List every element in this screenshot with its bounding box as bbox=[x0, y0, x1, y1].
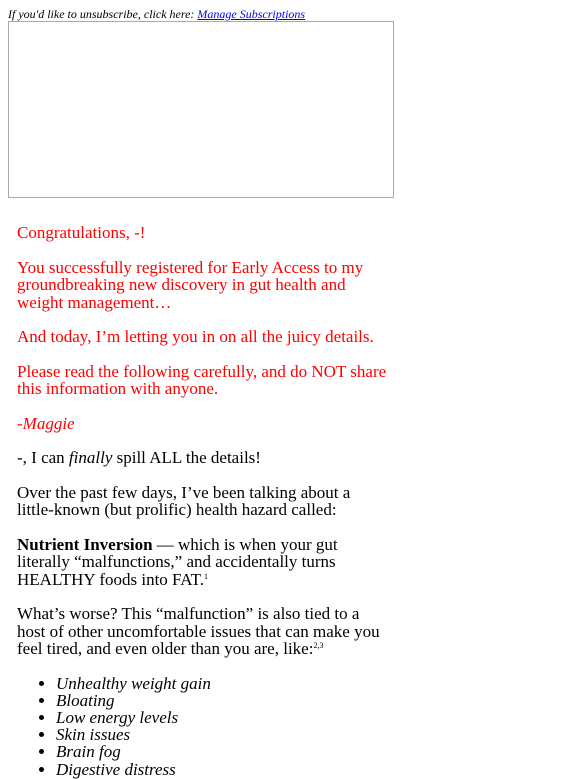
unsubscribe-bar bbox=[8, 7, 305, 21]
list-item: • Unhealthy weight gain bbox=[56, 675, 389, 692]
intro-emphasis: finally bbox=[68, 448, 113, 467]
today-message: And today, I’m letting you in on all the juicy details. bbox=[17, 327, 374, 346]
term-footnote-ref: 1 bbox=[204, 571, 208, 581]
past-days-paragraph: Over the past few days, I’ve been talking about a little-known (but prolific) health hazard called: bbox=[17, 482, 351, 519]
signature-name: Maggie bbox=[22, 413, 75, 433]
list-item: • Skin issues bbox=[56, 726, 389, 743]
worse-text: What’s worse? This “malfunction” is also tied to a host of other uncomfortable issues that can make you feel tired, and even older than you are, like: bbox=[17, 604, 380, 658]
symptom-list bbox=[17, 675, 389, 778]
intro-before: -, I can bbox=[17, 448, 69, 467]
list-item: • Digestive distress bbox=[56, 761, 389, 778]
list-item: • Low energy levels bbox=[56, 709, 389, 726]
email-body bbox=[17, 224, 389, 778]
term-description: — which is when your gut literally “malfunctions,” and accidentally turns HEALTHY foods into FAT. bbox=[17, 534, 338, 589]
list-item: • Brain fog bbox=[56, 743, 389, 760]
greeting: Congratulations, -! bbox=[17, 223, 146, 242]
worse-footnote-ref: 2,3 bbox=[313, 641, 324, 650]
registered-message: You successfully registered for Early Access to my groundbreaking new discovery in gut health and weight management… bbox=[17, 257, 364, 312]
signature-dash: - bbox=[17, 413, 23, 433]
worse-paragraph bbox=[17, 605, 389, 658]
signature bbox=[17, 415, 389, 433]
confidential-notice: Please read the following carefully, and do NOT share this information with anyone. bbox=[17, 361, 387, 398]
term-name: Nutrient Inversion bbox=[17, 534, 153, 554]
header-image-placeholder bbox=[8, 21, 394, 198]
list-item: • Bloating bbox=[56, 692, 389, 709]
unsubscribe-text: If you'd like to unsubscribe, click here: bbox=[8, 7, 198, 21]
intro-after: spill ALL the details! bbox=[112, 448, 261, 467]
intro-paragraph bbox=[17, 449, 389, 467]
manage-subscriptions-link[interactable]: Manage Subscriptions bbox=[197, 7, 306, 21]
term-paragraph bbox=[17, 536, 389, 589]
